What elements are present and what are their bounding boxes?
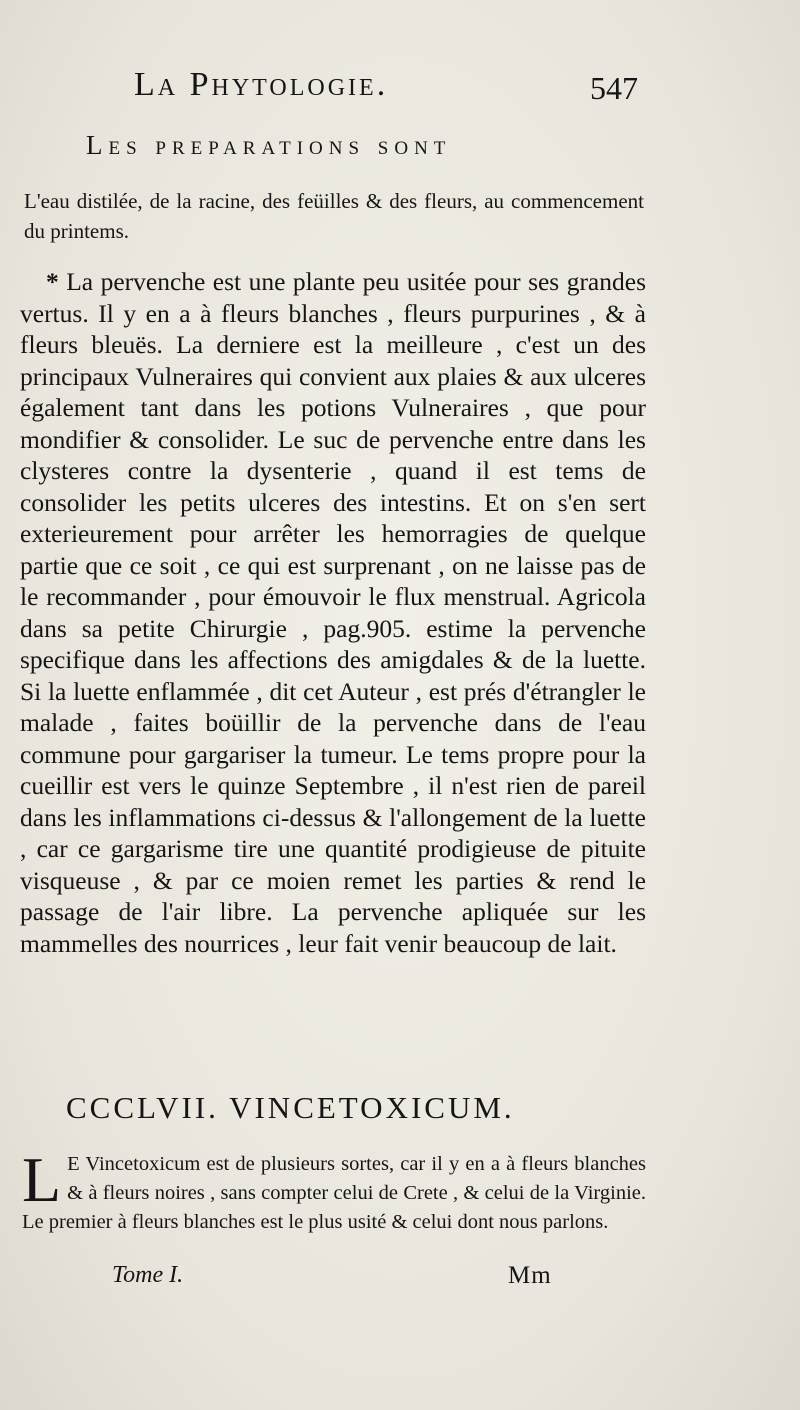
main-paragraph-text: La pervenche est une plante peu usitée pour ses grandes vertus. Il y en a à fleurs blanches , fleurs purpurines , & à fleurs bleuës. La derniere est la meilleure , c'est un des principaux Vulneraires qui convient aux plaies & aux ulceres également tant dans les potions Vulneraires , que pour mondifier & consolider. Le suc de pervenche entre dans les clysteres contre la dysenterie , quand il est tems de consolider les petits ulceres des intestins. Et on s'en sert exterieurement pour arrêter les hemorragies de quelque partie que ce soit , ce qui est surprenant , on ne laisse pas de le recommander , pour émouvoir le flux menstrual. Agricola dans sa petite Chirurgie , pag.905. estime la pervenche specifique dans les affections des amigdales & de la luette. Si la luette enflammée , dit cet Auteur , est prés d'étrangler le malade , faites boüillir de la pervenche dans de l'eau commune pour gargariser la tumeur. Le tems propre pour la cueillir est vers le quinze Septembre , il n'est rien de pareil dans les inflammations ci-dessus & l'allongement de la luette , car ce gargarisme tire une quantité prodigieuse de pituite visqueuse , & par ce moien remet les parties & rend le passage de l'air libre. La pervenche apliquée sur les mammelles des nourrices , leur fait venir beaucoup de lait.	[20, 267, 646, 958]
section-title: Les preparations sont	[86, 130, 452, 160]
page-number: 547	[590, 70, 638, 106]
volume-signature: Tome I.	[112, 1262, 184, 1288]
running-title: La Phytologie.	[134, 66, 389, 103]
main-paragraph	[20, 266, 646, 959]
asterisk-mark: *	[46, 267, 59, 296]
chapter-paragraph	[22, 1144, 646, 1237]
drop-cap: L	[22, 1144, 62, 1215]
chapter-heading: CCCLVII. VINCETOXICUM.	[66, 1090, 515, 1125]
chapter-paragraph-text: E Vincetoxicum est de plusieurs sortes, car il y en a à fleurs blanches & à fleurs noires , sans compter celui de Crete , & celui de la Virginie. Le premier à fleurs blanches est le plus usité & celui dont nous parlons.	[22, 1153, 646, 1233]
signature-mark: Mm	[508, 1262, 552, 1289]
preparations-paragraph: L'eau distilée, de la racine, des feüilles & des fleurs, au commencement du printems.	[24, 189, 644, 243]
